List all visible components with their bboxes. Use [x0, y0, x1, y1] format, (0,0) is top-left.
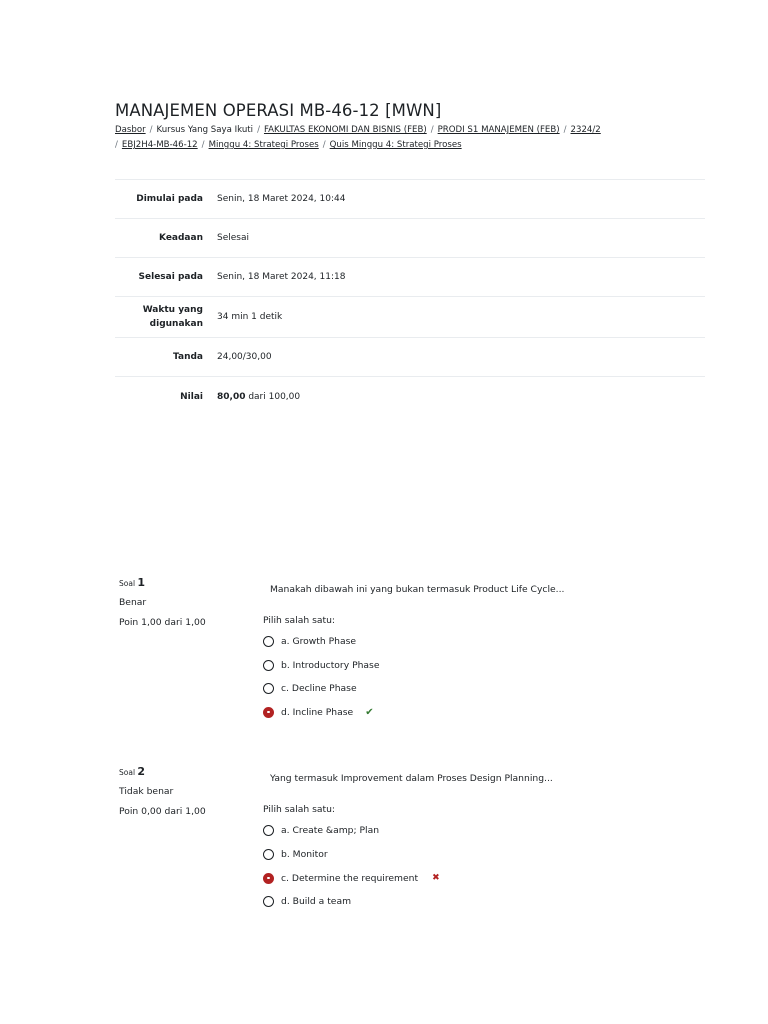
answer-option[interactable] — [263, 633, 356, 649]
answer-option[interactable] — [263, 680, 357, 696]
summary-label: Dimulai pada — [136, 194, 203, 204]
radio-button[interactable] — [263, 896, 274, 907]
grade-max: dari 100,00 — [245, 391, 301, 402]
breadcrumb-separator: / — [201, 140, 205, 150]
cross-icon: ✖ — [432, 873, 440, 883]
question-grade: Poin 1,00 dari 1,00 — [119, 617, 206, 628]
answer-option[interactable] — [263, 822, 379, 838]
question-number-prefix: Soal — [119, 768, 136, 777]
answer-label: a. Growth Phase — [281, 635, 357, 647]
answer-label: d. Build a team — [281, 895, 352, 907]
summary-value: 24,00/30,00 — [217, 352, 272, 362]
question-text: Yang termasuk Improvement dalam Proses Design Planning... — [270, 773, 553, 784]
radio-button-selected[interactable] — [263, 707, 274, 718]
breadcrumb-separator: / — [563, 125, 567, 135]
breadcrumb-separator: / — [149, 125, 153, 135]
question-text: Manakah dibawah ini yang bukan termasuk Product Life Cycle... — [270, 584, 565, 595]
breadcrumb-quiz[interactable]: Quis Minggu 4: Strategi Proses — [329, 140, 462, 150]
radio-button-selected[interactable] — [263, 873, 274, 884]
summary-value: Senin, 18 Maret 2024, 11:18 — [217, 272, 346, 282]
breadcrumb-dasbor[interactable]: Dasbor — [115, 125, 146, 135]
summary-value: Senin, 18 Maret 2024, 10:44 — [217, 194, 346, 204]
radio-button[interactable] — [263, 849, 274, 860]
breadcrumb-faculty[interactable]: FAKULTAS EKONOMI DAN BISNIS (FEB) — [263, 125, 427, 135]
radio-button[interactable] — [263, 825, 274, 836]
summary-label: Nilai — [180, 391, 203, 402]
question-number-value: 2 — [137, 765, 146, 778]
question-grade: Poin 0,00 dari 1,00 — [119, 806, 206, 817]
breadcrumb-week[interactable]: Minggu 4: Strategi Proses — [208, 140, 319, 150]
grade-score: 80,00 — [217, 391, 246, 402]
breadcrumb-course-code[interactable]: EBJ2H4-MB-46-12 — [121, 140, 198, 150]
radio-button[interactable] — [263, 636, 274, 647]
answer-label: c. Decline Phase — [281, 682, 357, 694]
summary-row-time — [115, 297, 705, 338]
answer-option[interactable] — [263, 870, 440, 886]
question-number-prefix: Soal — [119, 579, 136, 588]
question-number — [119, 576, 249, 589]
summary-row-state — [115, 219, 705, 258]
question-number-value: 1 — [137, 576, 146, 589]
summary-row-grade — [115, 377, 705, 417]
breadcrumb-separator: / — [322, 140, 326, 150]
breadcrumb — [115, 123, 675, 153]
answer-label: a. Create &amp; Plan — [281, 824, 380, 836]
check-icon: ✔ — [365, 706, 374, 718]
answer-option[interactable] — [263, 846, 328, 862]
summary-value: 34 min 1 detik — [217, 312, 283, 322]
quiz-summary-table — [115, 179, 705, 417]
answer-prompt: Pilih salah satu: — [263, 615, 336, 626]
breadcrumb-separator: / — [430, 125, 434, 135]
summary-label: Tanda — [173, 352, 203, 362]
answer-label: c. Determine the requirement — [281, 872, 419, 884]
breadcrumb-separator: / — [115, 140, 118, 150]
answer-label: d. Incline Phase — [281, 706, 354, 718]
summary-label: Selesai pada — [138, 272, 203, 282]
answer-label: b. Introductory Phase — [281, 659, 380, 671]
radio-button[interactable] — [263, 660, 274, 671]
summary-row-completed — [115, 258, 705, 297]
question-state: Tidak benar — [119, 786, 174, 797]
answer-prompt: Pilih salah satu: — [263, 804, 336, 815]
question-info — [119, 576, 249, 628]
question-state: Benar — [119, 597, 147, 608]
answer-option[interactable] — [263, 704, 374, 720]
answer-option[interactable] — [263, 657, 380, 673]
question-number — [119, 765, 249, 778]
breadcrumb-prodi[interactable]: PRODI S1 MANAJEMEN (FEB) — [437, 125, 560, 135]
question-info — [119, 765, 249, 817]
summary-label: Waktu yang digunakan — [142, 305, 203, 329]
answer-label: b. Monitor — [281, 848, 328, 860]
summary-value — [217, 377, 705, 417]
breadcrumb-term[interactable]: 2324/2 — [570, 125, 601, 135]
summary-row-started — [115, 180, 705, 219]
course-title: MANAJEMEN OPERASI MB-46-12 [MWN] — [115, 101, 442, 120]
radio-button[interactable] — [263, 683, 274, 694]
summary-row-marks — [115, 338, 705, 377]
breadcrumb-kursus: Kursus Yang Saya Ikuti — [156, 125, 254, 135]
answer-option[interactable] — [263, 893, 351, 909]
summary-value: Selesai — [217, 233, 249, 243]
summary-label: Keadaan — [159, 233, 203, 243]
breadcrumb-separator: / — [257, 125, 260, 135]
